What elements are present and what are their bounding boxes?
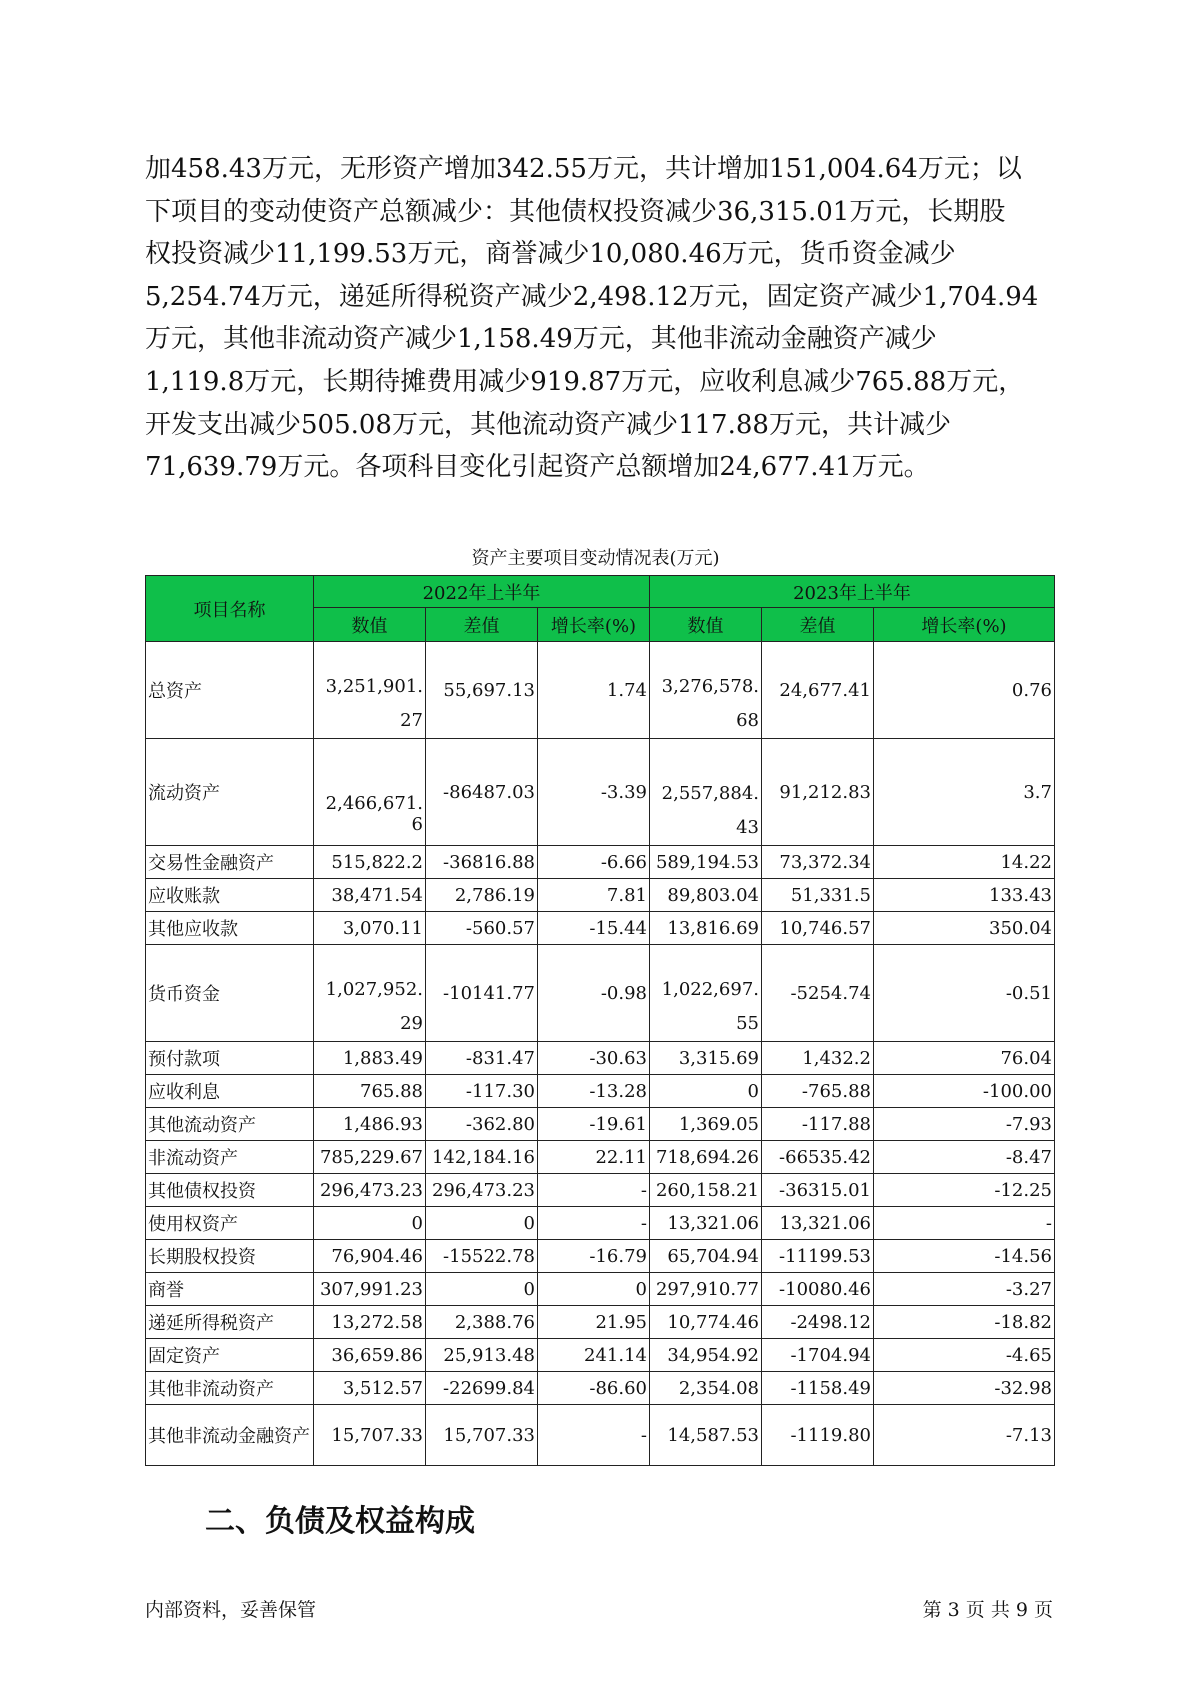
- cell-g1: -15.44: [538, 912, 650, 945]
- cell-g2: -0.51: [874, 945, 1055, 1042]
- cell-g2: 14.22: [874, 846, 1055, 879]
- cell-v1: 296,473.23: [314, 1174, 426, 1207]
- cell-v1: 0: [314, 1207, 426, 1240]
- cell-d2: -66535.42: [762, 1141, 874, 1174]
- cell-d1: 2,388.76: [426, 1306, 538, 1339]
- cell-g1: -3.39: [538, 739, 650, 846]
- paragraph-line: 万元，其他非流动资产减少1,158.49万元，其他非流动金融资产减少: [145, 324, 937, 355]
- cell-d2: 10,746.57: [762, 912, 874, 945]
- row-item-name: 固定资产: [146, 1339, 314, 1372]
- row-item-name: 商誉: [146, 1273, 314, 1306]
- cell-d1: -117.30: [426, 1075, 538, 1108]
- table-row: [146, 912, 1055, 945]
- row-item-name: 非流动资产: [146, 1141, 314, 1174]
- cell-v1: 36,659.86: [314, 1339, 426, 1372]
- row-item-name: 其他债权投资: [146, 1174, 314, 1207]
- cell-v1: 38,471.54: [314, 879, 426, 912]
- cell-g2: -3.27: [874, 1273, 1055, 1306]
- cell-v1: 515,822.2: [314, 846, 426, 879]
- row-item-name: 递延所得税资产: [146, 1306, 314, 1339]
- cell-v2: 260,158.21: [650, 1174, 762, 1207]
- cell-d1: -10141.77: [426, 945, 538, 1042]
- cell-g2: 0.76: [874, 642, 1055, 739]
- cell-d2: 13,321.06: [762, 1207, 874, 1240]
- cell-v2: 0: [650, 1075, 762, 1108]
- cell-v1: 2,466,671.6: [314, 739, 426, 846]
- cell-g2: 76.04: [874, 1042, 1055, 1075]
- footer-confidential-note: 内部资料，妥善保管: [145, 1599, 317, 1621]
- table-row: [146, 1141, 1055, 1174]
- cell-g1: -16.79: [538, 1240, 650, 1273]
- cell-d2: -10080.46: [762, 1273, 874, 1306]
- cell-g1: 1.74: [538, 642, 650, 739]
- row-item-name: 其他应收款: [146, 912, 314, 945]
- table-row: [146, 1174, 1055, 1207]
- cell-g2: -18.82: [874, 1306, 1055, 1339]
- cell-v1: 307,991.23: [314, 1273, 426, 1306]
- header-period-2022: 2022年上半年: [314, 576, 650, 608]
- table-body: [146, 642, 1055, 1466]
- cell-v2: 13,321.06: [650, 1207, 762, 1240]
- cell-v2: 34,954.92: [650, 1339, 762, 1372]
- cell-d2: -2498.12: [762, 1306, 874, 1339]
- cell-g2: -: [874, 1207, 1055, 1240]
- cell-v2: 589,194.53: [650, 846, 762, 879]
- cell-v2: 1,022,697.55: [650, 945, 762, 1042]
- table-row: [146, 1273, 1055, 1306]
- table-row: [146, 1240, 1055, 1273]
- assets-change-table: [145, 575, 1055, 1466]
- row-item-name: 交易性金融资产: [146, 846, 314, 879]
- paragraph-line: 权投资减少11,199.53万元，商誉减少10,080.46万元，货币资金减少: [145, 239, 956, 270]
- header-value-2023: 数值: [650, 608, 762, 642]
- cell-d2: 1,432.2: [762, 1042, 874, 1075]
- table-row: [146, 846, 1055, 879]
- cell-v1: 3,070.11: [314, 912, 426, 945]
- cell-d1: -362.80: [426, 1108, 538, 1141]
- cell-g1: 21.95: [538, 1306, 650, 1339]
- cell-v2: 718,694.26: [650, 1141, 762, 1174]
- cell-v1: 15,707.33: [314, 1405, 426, 1466]
- row-item-name: 其他非流动资产: [146, 1372, 314, 1405]
- cell-d1: 25,913.48: [426, 1339, 538, 1372]
- table-row: [146, 1108, 1055, 1141]
- cell-g2: 3.7: [874, 739, 1055, 846]
- cell-v2: 3,276,578.68: [650, 642, 762, 739]
- cell-d1: -560.57: [426, 912, 538, 945]
- cell-v2: 10,774.46: [650, 1306, 762, 1339]
- row-item-name: 其他非流动金融资产: [146, 1405, 314, 1466]
- cell-g1: -6.66: [538, 846, 650, 879]
- header-growth-2022: 增长率(%): [538, 608, 650, 642]
- cell-d1: -831.47: [426, 1042, 538, 1075]
- cell-d1: 296,473.23: [426, 1174, 538, 1207]
- header-diff-2022: 差值: [426, 608, 538, 642]
- cell-v2: 1,369.05: [650, 1108, 762, 1141]
- table-row: [146, 1042, 1055, 1075]
- table-row: [146, 1372, 1055, 1405]
- table-row: [146, 1306, 1055, 1339]
- cell-d2: 73,372.34: [762, 846, 874, 879]
- header-period-2023: 2023年上半年: [650, 576, 1055, 608]
- cell-g2: 133.43: [874, 879, 1055, 912]
- cell-d2: -11199.53: [762, 1240, 874, 1273]
- cell-d1: 2,786.19: [426, 879, 538, 912]
- cell-v1: 785,229.67: [314, 1141, 426, 1174]
- cell-g1: -0.98: [538, 945, 650, 1042]
- table-row: [146, 739, 1055, 846]
- cell-v2: 2,557,884.43: [650, 739, 762, 846]
- paragraph-line: 开发支出减少505.08万元，其他流动资产减少117.88万元，共计减少: [145, 409, 951, 440]
- cell-v1: 3,512.57: [314, 1372, 426, 1405]
- cell-g1: -13.28: [538, 1075, 650, 1108]
- cell-d1: -15522.78: [426, 1240, 538, 1273]
- section-heading: 二、负债及权益构成: [205, 1504, 475, 1539]
- row-item-name: 长期股权投资: [146, 1240, 314, 1273]
- paragraph-line: 71,639.79万元。各项科目变化引起资产总额增加24,677.41万元。: [145, 452, 930, 483]
- cell-g2: -4.65: [874, 1339, 1055, 1372]
- cell-v1: 76,904.46: [314, 1240, 426, 1273]
- cell-v1: 3,251,901.27: [314, 642, 426, 739]
- cell-g1: 7.81: [538, 879, 650, 912]
- cell-g1: 241.14: [538, 1339, 650, 1372]
- cell-v1: 1,883.49: [314, 1042, 426, 1075]
- cell-g1: -19.61: [538, 1108, 650, 1141]
- cell-d1: 55,697.13: [426, 642, 538, 739]
- cell-g1: 22.11: [538, 1141, 650, 1174]
- table-row: [146, 945, 1055, 1042]
- cell-g1: -: [538, 1405, 650, 1466]
- cell-d1: 15,707.33: [426, 1405, 538, 1466]
- cell-g2: -32.98: [874, 1372, 1055, 1405]
- cell-d2: -1119.80: [762, 1405, 874, 1466]
- cell-g2: -100.00: [874, 1075, 1055, 1108]
- cell-v2: 3,315.69: [650, 1042, 762, 1075]
- header-growth-2023: 增长率(%): [874, 608, 1055, 642]
- cell-g1: -86.60: [538, 1372, 650, 1405]
- cell-v1: 13,272.58: [314, 1306, 426, 1339]
- cell-v2: 13,816.69: [650, 912, 762, 945]
- cell-g2: -7.93: [874, 1108, 1055, 1141]
- cell-d2: -5254.74: [762, 945, 874, 1042]
- footer-page-number: 第 3 页 共 9 页: [922, 1599, 1053, 1621]
- cell-g1: -: [538, 1207, 650, 1240]
- cell-v1: 1,486.93: [314, 1108, 426, 1141]
- cell-g2: -14.56: [874, 1240, 1055, 1273]
- row-item-name: 预付款项: [146, 1042, 314, 1075]
- body-paragraph: [145, 148, 1055, 489]
- cell-d1: 0: [426, 1273, 538, 1306]
- header-value-2022: 数值: [314, 608, 426, 642]
- cell-g2: -8.47: [874, 1141, 1055, 1174]
- table-row: [146, 879, 1055, 912]
- row-item-name: 其他流动资产: [146, 1108, 314, 1141]
- cell-d2: -36315.01: [762, 1174, 874, 1207]
- cell-d2: 51,331.5: [762, 879, 874, 912]
- row-item-name: 货币资金: [146, 945, 314, 1042]
- row-item-name: 总资产: [146, 642, 314, 739]
- cell-v1: 765.88: [314, 1075, 426, 1108]
- cell-g2: -12.25: [874, 1174, 1055, 1207]
- cell-v2: 297,910.77: [650, 1273, 762, 1306]
- header-diff-2023: 差值: [762, 608, 874, 642]
- cell-d1: -86487.03: [426, 739, 538, 846]
- cell-d1: 142,184.16: [426, 1141, 538, 1174]
- cell-d1: -22699.84: [426, 1372, 538, 1405]
- row-item-name: 应收利息: [146, 1075, 314, 1108]
- cell-d2: -1704.94: [762, 1339, 874, 1372]
- cell-d2: 24,677.41: [762, 642, 874, 739]
- table-row: [146, 1075, 1055, 1108]
- cell-d2: -117.88: [762, 1108, 874, 1141]
- table-row: [146, 642, 1055, 739]
- cell-v1: 1,027,952.29: [314, 945, 426, 1042]
- cell-d1: -36816.88: [426, 846, 538, 879]
- row-item-name: 流动资产: [146, 739, 314, 846]
- cell-v2: 14,587.53: [650, 1405, 762, 1466]
- cell-g1: -30.63: [538, 1042, 650, 1075]
- table-row: [146, 1207, 1055, 1240]
- paragraph-line: 1,119.8万元，长期待摊费用减少919.87万元，应收利息减少765.88万元，: [145, 366, 1025, 397]
- paragraph-line: 下项目的变动使资产总额减少：其他债权投资减少36,315.01万元，长期股: [145, 196, 1006, 227]
- row-item-name: 应收账款: [146, 879, 314, 912]
- table-row: [146, 1339, 1055, 1372]
- cell-d2: -765.88: [762, 1075, 874, 1108]
- row-item-name: 使用权资产: [146, 1207, 314, 1240]
- header-item-name: 项目名称: [146, 576, 314, 642]
- cell-g2: 350.04: [874, 912, 1055, 945]
- cell-g1: -: [538, 1174, 650, 1207]
- cell-g2: -7.13: [874, 1405, 1055, 1466]
- cell-d1: 0: [426, 1207, 538, 1240]
- cell-d2: 91,212.83: [762, 739, 874, 846]
- cell-v2: 89,803.04: [650, 879, 762, 912]
- paragraph-line: 5,254.74万元，递延所得税资产减少2,498.12万元，固定资产减少1,704.94: [145, 281, 1039, 312]
- table-row: [146, 1405, 1055, 1466]
- table-caption: 资产主要项目变动情况表(万元): [471, 548, 720, 569]
- cell-v2: 65,704.94: [650, 1240, 762, 1273]
- cell-d2: -1158.49: [762, 1372, 874, 1405]
- cell-g1: 0: [538, 1273, 650, 1306]
- cell-v2: 2,354.08: [650, 1372, 762, 1405]
- paragraph-line: 加458.43万元，无形资产增加342.55万元，共计增加151,004.64万元；以: [145, 154, 1022, 184]
